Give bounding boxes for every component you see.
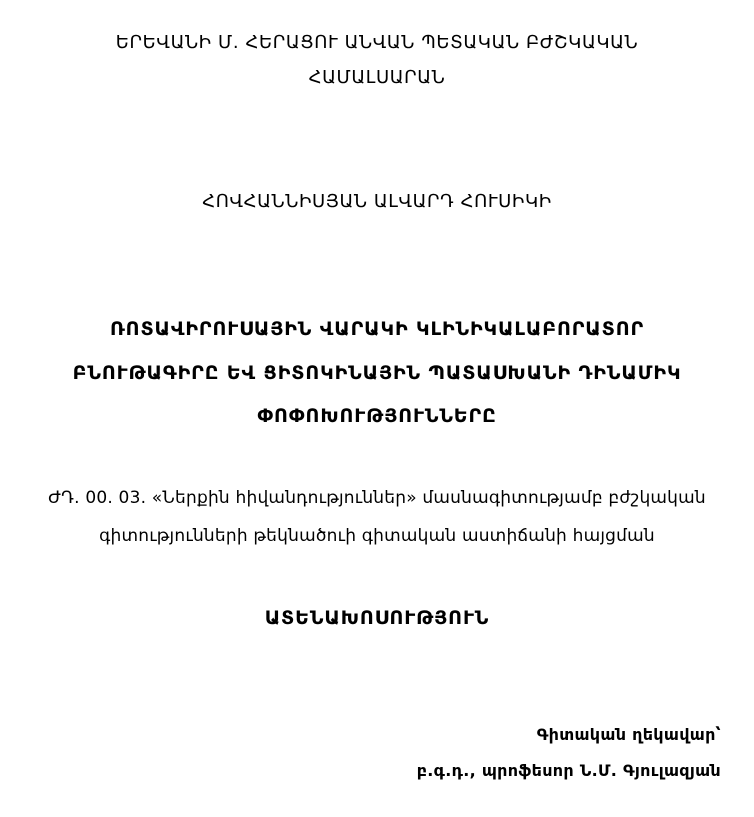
university-name-line-1: ԵՐԵՎԱՆԻ Մ. ՀԵՐԱՑՈՒ ԱՆՎԱՆ ՊԵՏԱԿԱՆ ԲԺՇԿԱԿԱՆ [115, 32, 639, 53]
university-name-line-2: ՀԱՄԱԼՍԱՐԱՆ [308, 67, 446, 88]
degree-specialty-line-2: գիտությունների թեկնածուի գիտական աստիճանի հայցման [99, 526, 655, 546]
supervisor-name: բ.գ.դ., պրոֆեսոր Ն.Մ. Գյուլազյան [416, 761, 721, 780]
document-type-heading: ԱՏԵՆԱԽՈՍՈՒԹՅՈՒՆ [264, 607, 490, 629]
dissertation-title-line-3: ՓՈՓՈԽՈՒԹՅՈՒՆՆԵՐԸ [257, 405, 497, 427]
author-name: ՀՈՎՀԱՆՆԻՍՅԱՆ ԱԼՎԱՐԴ ՀՈՒՍԻԿԻ [202, 191, 552, 212]
dissertation-title-line-2: ԲՆՈՒԹԱԳԻՐԸ ԵՎ ՑԻՏՈԿԻՆԱՅԻՆ ՊԱՏԱՍԽԱՆԻ ԴԻՆԱՄԻԿ [72, 362, 682, 384]
degree-specialty-line-1: ԺԴ. 00. 03. «Ներքին հիվանդություններ» մասնագիտությամբ բժշկական [48, 488, 706, 508]
dissertation-title-line-1: ՌՈՏԱՎԻՐՈՒՍԱՅԻՆ ՎԱՐԱԿԻ ԿԼԻՆԻԿԱԼԱԲՈՐԱՏՈՐ [109, 318, 645, 340]
supervisor-label: Գիտական ղեկավար՝ [536, 725, 721, 744]
